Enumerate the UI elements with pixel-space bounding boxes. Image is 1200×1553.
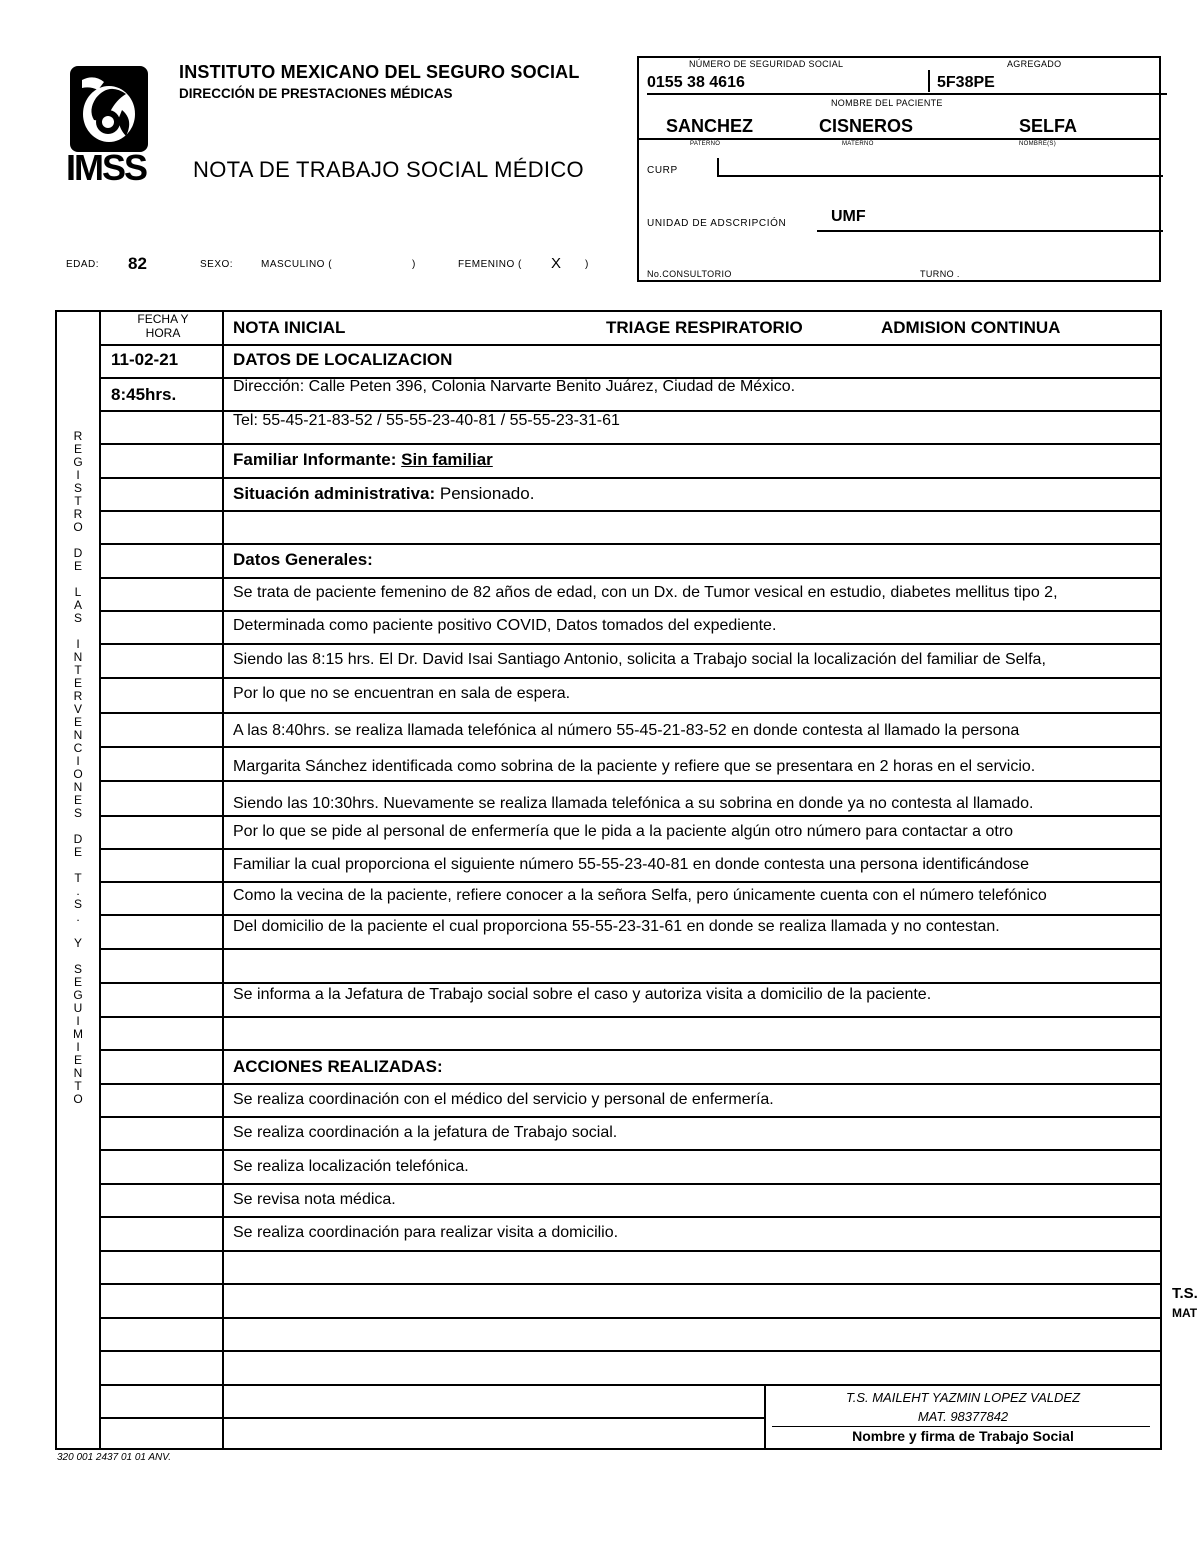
nombre-value: SELFA bbox=[1019, 116, 1078, 136]
note-row-main: Se informa a la Jefatura de Trabajo social sobre el caso y autoriza visita a domicilio de la paciente. bbox=[233, 986, 932, 1003]
note-row-text bbox=[233, 887, 1047, 905]
header-triage: TRIAGE RESPIRATORIO bbox=[606, 318, 803, 337]
side-label-char: O bbox=[73, 767, 83, 781]
row-divider bbox=[99, 1183, 1162, 1185]
side-label-char: S bbox=[73, 611, 82, 625]
margin-ts: T.S. bbox=[1172, 1285, 1198, 1302]
side-label-char: T bbox=[74, 494, 82, 508]
logo-text: IMSS bbox=[66, 147, 147, 188]
side-label-char: V bbox=[73, 702, 82, 716]
row-divider bbox=[99, 848, 1162, 850]
note-row-extra: Sin familiar bbox=[401, 450, 493, 469]
note-row-main: Se realiza coordinación para realizar visita a domicilio. bbox=[233, 1224, 619, 1241]
signature-name: T.S. MAILEHT YAZMIN LOPEZ VALDEZ bbox=[845, 1390, 1081, 1405]
row-divider bbox=[99, 1317, 1162, 1319]
form-code: 320 001 2437 01 01 ANV. bbox=[57, 1452, 171, 1463]
row-divider bbox=[99, 677, 1162, 679]
side-label-char: R bbox=[73, 689, 83, 703]
row-divider bbox=[99, 746, 1162, 748]
side-label-char: T bbox=[74, 663, 82, 677]
row-divider bbox=[99, 1250, 1162, 1252]
note-row-main: Siendo las 8:15 hrs. El Dr. David Isai Santiago Antonio, solicita a Trabajo social la localización del familiar de Selfa, bbox=[233, 651, 1046, 668]
side-label-char: N bbox=[73, 780, 83, 794]
agregado-label: AGREGADO bbox=[1007, 59, 1062, 69]
side-label-char: T bbox=[74, 871, 82, 885]
side-label-char: G bbox=[73, 988, 83, 1002]
side-label-char: G bbox=[73, 455, 83, 469]
note-row-main: Datos Generales: bbox=[233, 550, 373, 569]
row-divider bbox=[99, 1116, 1162, 1118]
note-row-text bbox=[233, 856, 1029, 874]
row-divider bbox=[99, 1350, 1162, 1352]
note-row-text bbox=[233, 722, 1019, 740]
row-divider bbox=[99, 1049, 1162, 1051]
note-row-text bbox=[233, 823, 1013, 841]
row-divider bbox=[99, 712, 1162, 714]
direction-name: DIRECCIÓN DE PRESTACIONES MÉDICAS bbox=[179, 86, 453, 101]
note-row-text bbox=[233, 1091, 774, 1109]
note-row-text bbox=[233, 412, 620, 430]
nombres-label: NOMBRE(S) bbox=[1019, 141, 1057, 147]
header-admision: ADMISION CONTINUA bbox=[881, 318, 1061, 337]
note-row-text bbox=[233, 986, 931, 1004]
side-label-char: L bbox=[74, 585, 82, 599]
row-divider bbox=[99, 1384, 1162, 1386]
side-label-char: U bbox=[73, 1001, 83, 1015]
side-label-char: S bbox=[73, 481, 82, 495]
row-divider bbox=[99, 982, 1162, 984]
note-row-text bbox=[233, 1191, 396, 1209]
side-label-char: R bbox=[73, 507, 83, 521]
side-label-char: R bbox=[73, 429, 83, 443]
row-divider bbox=[99, 477, 1162, 479]
note-row-main: Por lo que no se encuentran en sala de espera. bbox=[233, 685, 571, 702]
side-label-char: E bbox=[73, 715, 82, 729]
side-label-char: E bbox=[73, 793, 82, 807]
side-label-char: T bbox=[74, 1079, 82, 1093]
row-divider bbox=[99, 1083, 1162, 1085]
note-row-text bbox=[233, 1224, 618, 1242]
side-label-char: S bbox=[73, 897, 82, 911]
side-label-char: E bbox=[73, 845, 82, 859]
row-divider bbox=[99, 344, 1162, 346]
patient-info-box bbox=[637, 56, 1161, 282]
institution-name: INSTITUTO MEXICANO DEL SEGURO SOCIAL bbox=[179, 62, 580, 82]
document-title: NOTA DE TRABAJO SOCIAL MÉDICO bbox=[193, 157, 584, 182]
side-label-char: D bbox=[73, 832, 83, 846]
femenino-close: ) bbox=[585, 259, 589, 270]
side-label-char: I bbox=[76, 754, 80, 768]
materno-label: MATERNO bbox=[842, 141, 874, 147]
note-row-main: Se revisa nota médica. bbox=[233, 1191, 396, 1208]
row-divider bbox=[99, 443, 1162, 445]
note-row-main: Se trata de paciente femenino de 82 años de edad, con un Dx. de Tumor vesical en estudio, diabetes mellitus tipo 2, bbox=[233, 584, 1058, 601]
note-row-main: Como la vecina de la paciente, refiere conocer a la señora Selfa, pero únicamente cuenta con el número telefónico bbox=[233, 887, 1047, 904]
side-label-char: I bbox=[76, 637, 80, 651]
note-row-main: Determinada como paciente positivo COVID, Datos tomados del expediente. bbox=[233, 617, 777, 634]
row-divider bbox=[99, 815, 1162, 817]
side-label-char: I bbox=[76, 468, 80, 482]
note-row-text bbox=[233, 1158, 469, 1176]
curp-label: CURP bbox=[647, 165, 678, 176]
note-row-main: ACCIONES REALIZADAS: bbox=[233, 1057, 443, 1076]
side-label-char: E bbox=[73, 676, 82, 690]
note-row-text bbox=[233, 795, 1034, 813]
nss-label: NÚMERO DE SEGURIDAD SOCIAL bbox=[689, 59, 844, 69]
note-row-text bbox=[233, 1124, 617, 1142]
note-row-main: Siendo las 10:30hrs. Nuevamente se realiza llamada telefónica a su sobrina en donde ya no contesta al llamado. bbox=[233, 795, 1034, 812]
side-label-char: S bbox=[73, 962, 82, 976]
row-divider bbox=[99, 610, 1162, 612]
side-label-char: A bbox=[73, 598, 82, 612]
masculino-label: MASCULINO ( bbox=[261, 259, 333, 270]
paterno-label: PATERNO bbox=[690, 141, 721, 147]
consultorio-label: No.CONSULTORIO bbox=[647, 269, 732, 279]
side-label-char: N bbox=[73, 728, 83, 742]
signature-label: Nombre y firma de Trabajo Social bbox=[852, 1428, 1074, 1444]
note-row-main: A las 8:40hrs. se realiza llamada telefónica al número 55-45-21-83-52 en donde contesta al llamado la persona bbox=[233, 722, 1020, 739]
row-divider bbox=[99, 543, 1162, 545]
unidad-value: UMF bbox=[831, 208, 866, 225]
note-row-text bbox=[233, 484, 534, 504]
note-row-text bbox=[233, 685, 570, 703]
row-divider bbox=[99, 510, 1162, 512]
note-row-text bbox=[233, 450, 493, 470]
note-row-main: Se realiza coordinación con el médico del servicio y personal de enfermería. bbox=[233, 1091, 774, 1108]
row-divider bbox=[99, 1216, 1162, 1218]
fecha-hora-header: FECHA Y HORA bbox=[137, 312, 189, 340]
side-label-char: E bbox=[73, 1053, 82, 1067]
row-divider bbox=[99, 1417, 764, 1419]
femenino-mark: X bbox=[551, 255, 562, 272]
side-label-char: M bbox=[73, 1027, 83, 1041]
edad-label: EDAD: bbox=[66, 259, 100, 270]
note-row-text bbox=[233, 378, 795, 396]
note-row-text bbox=[233, 550, 373, 570]
note-row-main: Se realiza localización telefónica. bbox=[233, 1158, 469, 1175]
side-label-char: E bbox=[73, 975, 82, 989]
row-divider bbox=[99, 948, 1162, 950]
note-time: 8:45hrs. bbox=[111, 385, 177, 404]
row-divider bbox=[99, 1016, 1162, 1018]
side-label-char: Y bbox=[73, 936, 82, 950]
note-row-main: Situación administrativa: bbox=[233, 484, 440, 503]
note-row-main: Familiar Informante: bbox=[233, 450, 402, 469]
side-label-char: N bbox=[73, 650, 83, 664]
side-label-char: O bbox=[73, 520, 83, 534]
masculino-close: ) bbox=[412, 259, 416, 270]
materno-value: CISNEROS bbox=[819, 116, 914, 136]
row-divider bbox=[99, 780, 1162, 782]
note-row-main: Se realiza coordinación a la jefatura de Trabajo social. bbox=[233, 1124, 618, 1141]
note-row-text bbox=[233, 1057, 443, 1077]
agregado-value: 5F38PE bbox=[937, 74, 995, 91]
note-row-main: Tel: 55-45-21-83-52 / 55-55-23-40-81 / 55-55-23-31-61 bbox=[233, 412, 620, 429]
note-row-main: Margarita Sánchez identificada como sobrina de la paciente y refiere que se presentara en 2 horas en el servicio. bbox=[233, 758, 1036, 775]
row-divider bbox=[99, 1283, 1162, 1285]
note-row-extra: Pensionado. bbox=[439, 484, 535, 503]
side-label-char: O bbox=[73, 1092, 83, 1106]
note-row-main: Dirección: Calle Peten 396, Colonia Narvarte Benito Juárez, Ciudad de México. bbox=[233, 378, 796, 395]
sexo-label: SEXO: bbox=[200, 259, 234, 270]
note-row-text bbox=[233, 584, 1058, 602]
side-label-char: I bbox=[76, 1040, 80, 1054]
row-divider bbox=[99, 881, 1162, 883]
row-divider bbox=[99, 577, 1162, 579]
note-row-text bbox=[233, 758, 1035, 776]
side-label-char: E bbox=[73, 559, 82, 573]
row-divider bbox=[99, 643, 1162, 645]
signature-mat: MAT. 98377842 bbox=[917, 1409, 1009, 1424]
side-label-char: . bbox=[76, 884, 80, 898]
note-row-main: Familiar la cual proporciona el siguiente número 55-55-23-40-81 en donde contesta una persona identificándose bbox=[233, 856, 1030, 873]
row-divider bbox=[99, 914, 1162, 916]
side-label-char: S bbox=[73, 806, 82, 820]
note-date: 11-02-21 bbox=[111, 350, 179, 369]
note-row-main: Por lo que se pide al personal de enfermería que le pida a la paciente algún otro número para contactar a otro bbox=[233, 823, 1014, 840]
nss-value: 0155 38 4616 bbox=[647, 74, 745, 91]
note-row-main: Del domicilio de la paciente el cual proporciona 55-55-23-31-61 en donde se realiza llamada y no contestan. bbox=[233, 918, 1000, 935]
side-label-char: N bbox=[73, 1066, 83, 1080]
edad-value: 82 bbox=[128, 254, 147, 273]
note-row-text bbox=[233, 617, 776, 635]
unidad-label: UNIDAD DE ADSCRIPCIÓN bbox=[647, 218, 787, 229]
imss-logo bbox=[64, 60, 174, 200]
side-label-char: C bbox=[73, 741, 83, 755]
note-row-text bbox=[233, 651, 1046, 669]
turno-label: TURNO . bbox=[920, 269, 960, 279]
header-nota-inicial: NOTA INICIAL bbox=[233, 318, 346, 337]
side-label-char: D bbox=[73, 546, 83, 560]
note-row-text bbox=[233, 350, 452, 370]
patient-name-label: NOMBRE DEL PACIENTE bbox=[831, 98, 943, 108]
side-label-char: . bbox=[76, 910, 80, 924]
note-row-text bbox=[233, 918, 1000, 936]
side-label-char: E bbox=[73, 442, 82, 456]
row-divider bbox=[99, 1149, 1162, 1151]
side-label-char: I bbox=[76, 1014, 80, 1028]
note-row-main: DATOS DE LOCALIZACION bbox=[233, 350, 453, 369]
margin-mat: MAT bbox=[1172, 1306, 1198, 1320]
paterno-value: SANCHEZ bbox=[666, 116, 754, 136]
femenino-label: FEMENINO ( bbox=[458, 259, 522, 270]
